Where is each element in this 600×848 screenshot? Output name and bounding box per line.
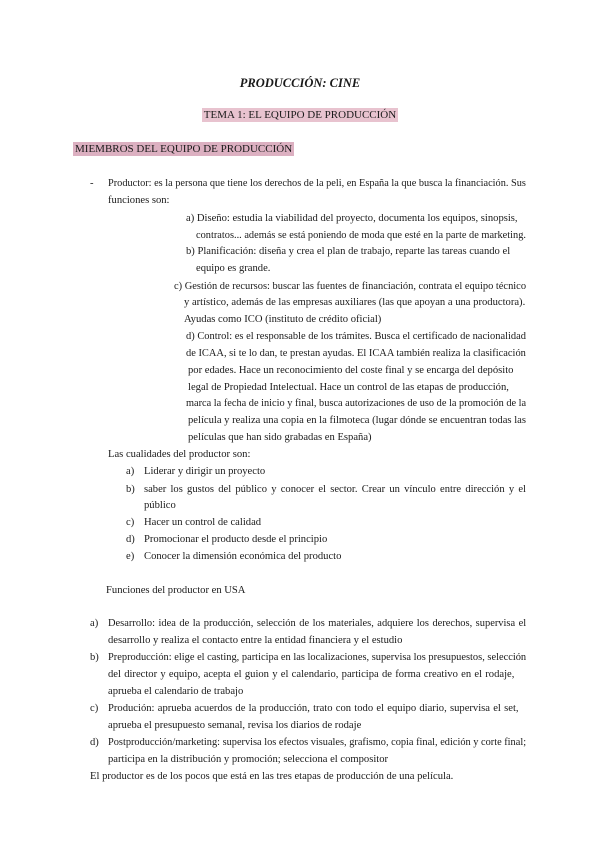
usa-d-text-2: participa en la distribución y promoción; selecciona el compositor bbox=[108, 754, 389, 765]
cualidades-heading: Las cualidades del productor son: bbox=[108, 449, 251, 460]
section-heading bbox=[73, 143, 294, 155]
cualidad-b-text-2: público bbox=[144, 500, 176, 511]
topic-heading bbox=[0, 109, 600, 121]
funcion-c-line-1: c) Gestión de recursos: buscar las fuentes de financiación, contrata el equipo técnico bbox=[174, 281, 527, 292]
topic-heading-text: TEMA 1: EL EQUIPO DE PRODUCCIÓN bbox=[203, 109, 397, 121]
usa-b-text-2: del director y equipo, acepta el guion y el calendario, participa de forma creativo en el rodaje, bbox=[108, 669, 515, 680]
funcion-b-line-1: b) Planificación: diseña y crea el plan de trabajo, reparte las tareas cuando el bbox=[186, 246, 511, 257]
cualidad-c-marker: c) bbox=[126, 517, 135, 528]
cualidad-b-marker: b) bbox=[126, 484, 135, 495]
usa-c-text-1: Produción: aprueba acuerdos de la producción, trato con todo el equipo diario, supervisa el set, bbox=[108, 703, 519, 714]
cualidad-d-marker: d) bbox=[126, 534, 135, 545]
funcion-d-line-2: de ICAA, si te lo dan, te prestan ayudas. El ICAA también realiza la clasificación bbox=[186, 348, 526, 359]
cualidad-b-text-1: saber los gustos del público y conocer el sector. Crear un vínculo entre dirección y el bbox=[144, 484, 526, 495]
funcion-b-line-2: equipo es grande. bbox=[196, 263, 271, 274]
cualidad-c-text: Hacer un control de calidad bbox=[144, 517, 262, 528]
usa-d-marker: d) bbox=[90, 737, 99, 748]
funcion-d-line-4: legal de Propiedad Intelectual. Hace un control de las etapas de producción, bbox=[188, 382, 509, 393]
funcion-c-line-3: Ayudas como ICO (instituto de crédito oficial) bbox=[184, 314, 382, 325]
funcion-a-line-1: a) Diseño: estudia la viabilidad del proyecto, documenta los equipos, sinopsis, bbox=[186, 213, 518, 224]
usa-heading: Funciones del productor en USA bbox=[106, 585, 246, 596]
cualidad-d-text: Promocionar el producto desde el principio bbox=[144, 534, 328, 545]
cualidad-a-marker: a) bbox=[126, 466, 135, 477]
cualidad-a-text: Liderar y dirigir un proyecto bbox=[144, 466, 266, 477]
funcion-d-line-1: d) Control: es el responsable de los trámites. Busca el certificado de nacionalidad bbox=[186, 331, 527, 342]
usa-c-marker: c) bbox=[90, 703, 99, 714]
usa-b-text-1: Preproducción: elige el casting, participa en las localizaciones, supervisa los presupuestos, selección bbox=[108, 652, 527, 663]
usa-a-text-2: desarrollo y realiza el contacto entre la entidad financiera y el estudio bbox=[108, 635, 403, 646]
usa-b-text-3: aprueba el calendario de trabajo bbox=[108, 686, 244, 697]
funcion-d-line-6: película y realiza una copia en la filmoteca (lugar dónde se encuentran todas las bbox=[188, 415, 526, 426]
funcion-a-line-2: contratos... además se está poniendo de moda que esté en la parte de marketing. bbox=[196, 230, 526, 241]
usa-b-marker: b) bbox=[90, 652, 99, 663]
closing-paragraph: El productor es de los pocos que está en las tres etapas de producción de una película. bbox=[90, 771, 454, 782]
funcion-d-line-5: marca la fecha de inicio y final, busca autorizaciones de uso de la promoción de la bbox=[186, 398, 527, 409]
funcion-d-line-7: películas que han sido grabadas en España) bbox=[188, 432, 372, 443]
productor-intro-line-1: Productor: es la persona que tiene los derechos de la peli, en España la que busca la financiación. Sus bbox=[108, 178, 526, 189]
document-title: PRODUCCIÓN: CINE bbox=[239, 76, 361, 90]
usa-a-text-1: Desarrollo: idea de la producción, selección de los materiales, adquiere los derechos, supervisa el bbox=[108, 618, 527, 629]
cualidad-e-marker: e) bbox=[126, 551, 135, 562]
bullet-marker: - bbox=[90, 178, 94, 189]
section-heading-text: MIEMBROS DEL EQUIPO DE PRODUCCIÓN bbox=[75, 143, 293, 155]
productor-intro-line-2: funciones son: bbox=[108, 195, 170, 206]
usa-a-marker: a) bbox=[90, 618, 99, 629]
funcion-c-line-2: y artístico, además de las empresas auxiliares (las que apoyan a una productora). bbox=[184, 297, 526, 308]
funcion-d-line-3: por edades. Hace un reconocimiento del coste final y se encarga del depósito bbox=[188, 365, 514, 376]
usa-d-text-1: Postproducción/marketing: supervisa los efectos visuales, grafismo, copia final, edición y corte final; bbox=[108, 737, 527, 748]
usa-c-text-2: aprueba el presupuesto semanal, revisa los diarios de rodaje bbox=[108, 720, 362, 731]
cualidad-e-text: Conocer la dimensión económica del producto bbox=[144, 551, 342, 562]
